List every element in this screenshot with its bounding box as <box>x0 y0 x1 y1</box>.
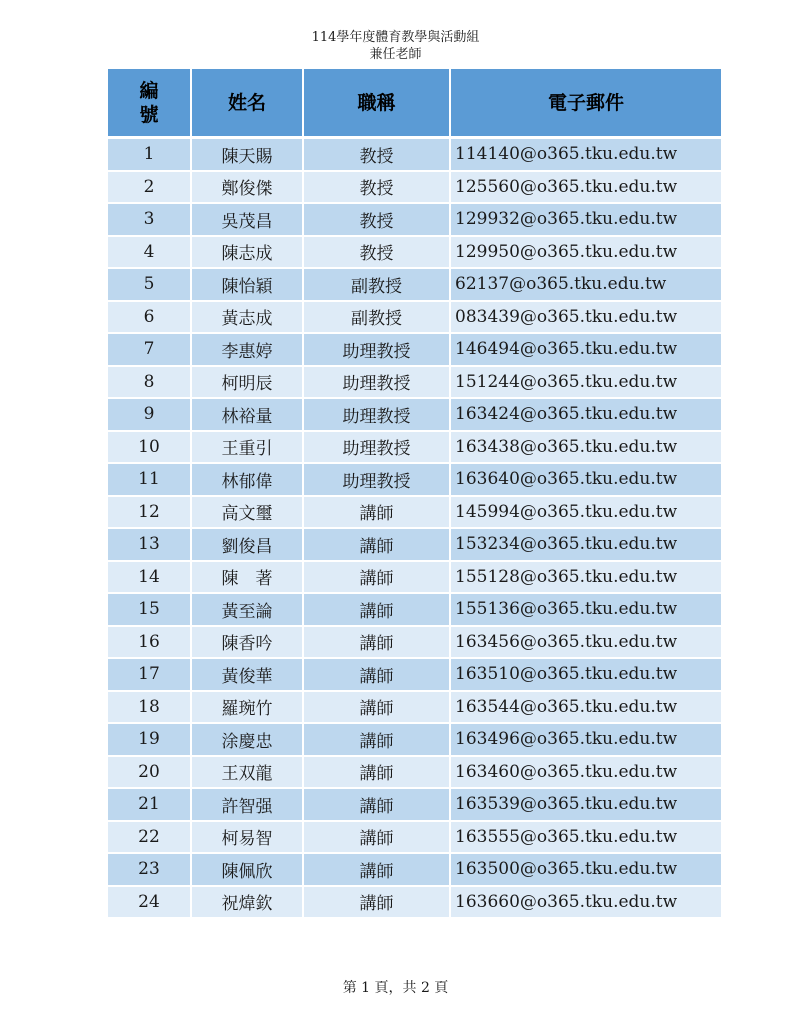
header-number <box>108 69 191 138</box>
table-row <box>108 203 721 236</box>
table-row <box>108 626 721 659</box>
cell-name: 林裕量 <box>191 398 303 431</box>
table-row <box>108 528 721 561</box>
cell-number: 18 <box>108 691 191 724</box>
cell-title: 講師 <box>303 528 450 561</box>
cell-number: 21 <box>108 788 191 821</box>
cell-number: 11 <box>108 463 191 496</box>
table-row <box>108 171 721 204</box>
cell-email: 145994@o365.tku.edu.tw <box>450 496 721 529</box>
faculty-table <box>108 69 721 919</box>
cell-email: 163539@o365.tku.edu.tw <box>450 788 721 821</box>
cell-name: 柯明辰 <box>191 366 303 399</box>
cell-name: 許智强 <box>191 788 303 821</box>
cell-email: 163460@o365.tku.edu.tw <box>450 756 721 789</box>
cell-name: 鄭俊傑 <box>191 171 303 204</box>
table-row <box>108 788 721 821</box>
table-row <box>108 431 721 464</box>
cell-email: 155128@o365.tku.edu.tw <box>450 561 721 594</box>
cell-number: 6 <box>108 301 191 334</box>
cell-title: 講師 <box>303 658 450 691</box>
cell-email: 163510@o365.tku.edu.tw <box>450 658 721 691</box>
page-footer: 第 1 頁，共 2 頁 <box>342 980 449 996</box>
cell-email: 163660@o365.tku.edu.tw <box>450 886 721 919</box>
cell-title: 講師 <box>303 853 450 886</box>
cell-name: 黃至論 <box>191 593 303 626</box>
cell-number: 7 <box>108 333 191 366</box>
cell-email: 62137@o365.tku.edu.tw <box>450 268 721 301</box>
cell-title: 教授 <box>303 138 450 171</box>
cell-name: 劉俊昌 <box>191 528 303 561</box>
cell-name: 王双龍 <box>191 756 303 789</box>
cell-name: 黃俊華 <box>191 658 303 691</box>
table-row <box>108 398 721 431</box>
cell-number: 2 <box>108 171 191 204</box>
document-subtitle: 兼任老師 <box>369 47 422 62</box>
cell-number: 16 <box>108 626 191 659</box>
cell-number: 1 <box>108 138 191 171</box>
table-row <box>108 138 721 171</box>
cell-email: 163640@o365.tku.edu.tw <box>450 463 721 496</box>
cell-email: 163500@o365.tku.edu.tw <box>450 853 721 886</box>
cell-name: 陳佩欣 <box>191 853 303 886</box>
cell-name: 祝煒欽 <box>191 886 303 919</box>
cell-email: 146494@o365.tku.edu.tw <box>450 333 721 366</box>
cell-title: 講師 <box>303 561 450 594</box>
cell-title: 講師 <box>303 691 450 724</box>
cell-title: 講師 <box>303 496 450 529</box>
cell-title: 教授 <box>303 236 450 269</box>
cell-title: 助理教授 <box>303 366 450 399</box>
cell-number: 17 <box>108 658 191 691</box>
header-number-label: 編號 <box>139 79 159 126</box>
table-row <box>108 366 721 399</box>
cell-name: 李惠婷 <box>191 333 303 366</box>
cell-name: 羅琬竹 <box>191 691 303 724</box>
cell-email: 153234@o365.tku.edu.tw <box>450 528 721 561</box>
table-row <box>108 268 721 301</box>
cell-title: 助理教授 <box>303 333 450 366</box>
cell-title: 講師 <box>303 626 450 659</box>
cell-title: 助理教授 <box>303 463 450 496</box>
table-row <box>108 821 721 854</box>
cell-title: 助理教授 <box>303 398 450 431</box>
cell-name: 涂慶忠 <box>191 723 303 756</box>
table-row <box>108 561 721 594</box>
cell-email: 083439@o365.tku.edu.tw <box>450 301 721 334</box>
table-header <box>108 69 721 138</box>
cell-name: 柯易智 <box>191 821 303 854</box>
cell-title: 講師 <box>303 788 450 821</box>
header-title: 職稱 <box>303 69 450 138</box>
cell-name: 陳天賜 <box>191 138 303 171</box>
cell-email: 163456@o365.tku.edu.tw <box>450 626 721 659</box>
cell-email: 163496@o365.tku.edu.tw <box>450 723 721 756</box>
cell-name: 陳怡穎 <box>191 268 303 301</box>
cell-email: 129932@o365.tku.edu.tw <box>450 203 721 236</box>
cell-title: 副教授 <box>303 301 450 334</box>
cell-number: 12 <box>108 496 191 529</box>
cell-number: 9 <box>108 398 191 431</box>
cell-name: 王重引 <box>191 431 303 464</box>
header-row <box>108 69 721 138</box>
table-row <box>108 853 721 886</box>
cell-number: 10 <box>108 431 191 464</box>
table-row <box>108 333 721 366</box>
cell-name: 吳茂昌 <box>191 203 303 236</box>
header-email: 電子郵件 <box>450 69 721 138</box>
cell-number: 5 <box>108 268 191 301</box>
cell-number: 20 <box>108 756 191 789</box>
cell-number: 23 <box>108 853 191 886</box>
table-row <box>108 496 721 529</box>
cell-title: 助理教授 <box>303 431 450 464</box>
cell-name: 林郁偉 <box>191 463 303 496</box>
cell-number: 3 <box>108 203 191 236</box>
cell-email: 163544@o365.tku.edu.tw <box>450 691 721 724</box>
table-row <box>108 886 721 919</box>
cell-email: 155136@o365.tku.edu.tw <box>450 593 721 626</box>
cell-number: 14 <box>108 561 191 594</box>
cell-name: 陳 著 <box>191 561 303 594</box>
cell-email: 129950@o365.tku.edu.tw <box>450 236 721 269</box>
cell-title: 教授 <box>303 203 450 236</box>
cell-name: 陳志成 <box>191 236 303 269</box>
cell-number: 4 <box>108 236 191 269</box>
table-row <box>108 463 721 496</box>
header-name: 姓名 <box>191 69 303 138</box>
cell-title: 講師 <box>303 886 450 919</box>
cell-number: 8 <box>108 366 191 399</box>
table-row <box>108 691 721 724</box>
cell-number: 15 <box>108 593 191 626</box>
cell-number: 24 <box>108 886 191 919</box>
table-body <box>108 138 721 919</box>
cell-name: 黃志成 <box>191 301 303 334</box>
table-row <box>108 236 721 269</box>
cell-name: 高文璽 <box>191 496 303 529</box>
cell-title: 講師 <box>303 593 450 626</box>
cell-email: 163438@o365.tku.edu.tw <box>450 431 721 464</box>
cell-email: 114140@o365.tku.edu.tw <box>450 138 721 171</box>
table-row <box>108 301 721 334</box>
cell-name: 陳香吟 <box>191 626 303 659</box>
document-title: 114學年度體育教學與活動組 <box>311 30 480 45</box>
cell-title: 講師 <box>303 821 450 854</box>
cell-title: 講師 <box>303 756 450 789</box>
table-row <box>108 593 721 626</box>
cell-email: 163555@o365.tku.edu.tw <box>450 821 721 854</box>
cell-number: 19 <box>108 723 191 756</box>
cell-title: 教授 <box>303 171 450 204</box>
cell-number: 22 <box>108 821 191 854</box>
cell-email: 151244@o365.tku.edu.tw <box>450 366 721 399</box>
table-row <box>108 658 721 691</box>
cell-title: 副教授 <box>303 268 450 301</box>
cell-number: 13 <box>108 528 191 561</box>
table-row <box>108 723 721 756</box>
table-row <box>108 756 721 789</box>
cell-title: 講師 <box>303 723 450 756</box>
cell-email: 125560@o365.tku.edu.tw <box>450 171 721 204</box>
cell-email: 163424@o365.tku.edu.tw <box>450 398 721 431</box>
